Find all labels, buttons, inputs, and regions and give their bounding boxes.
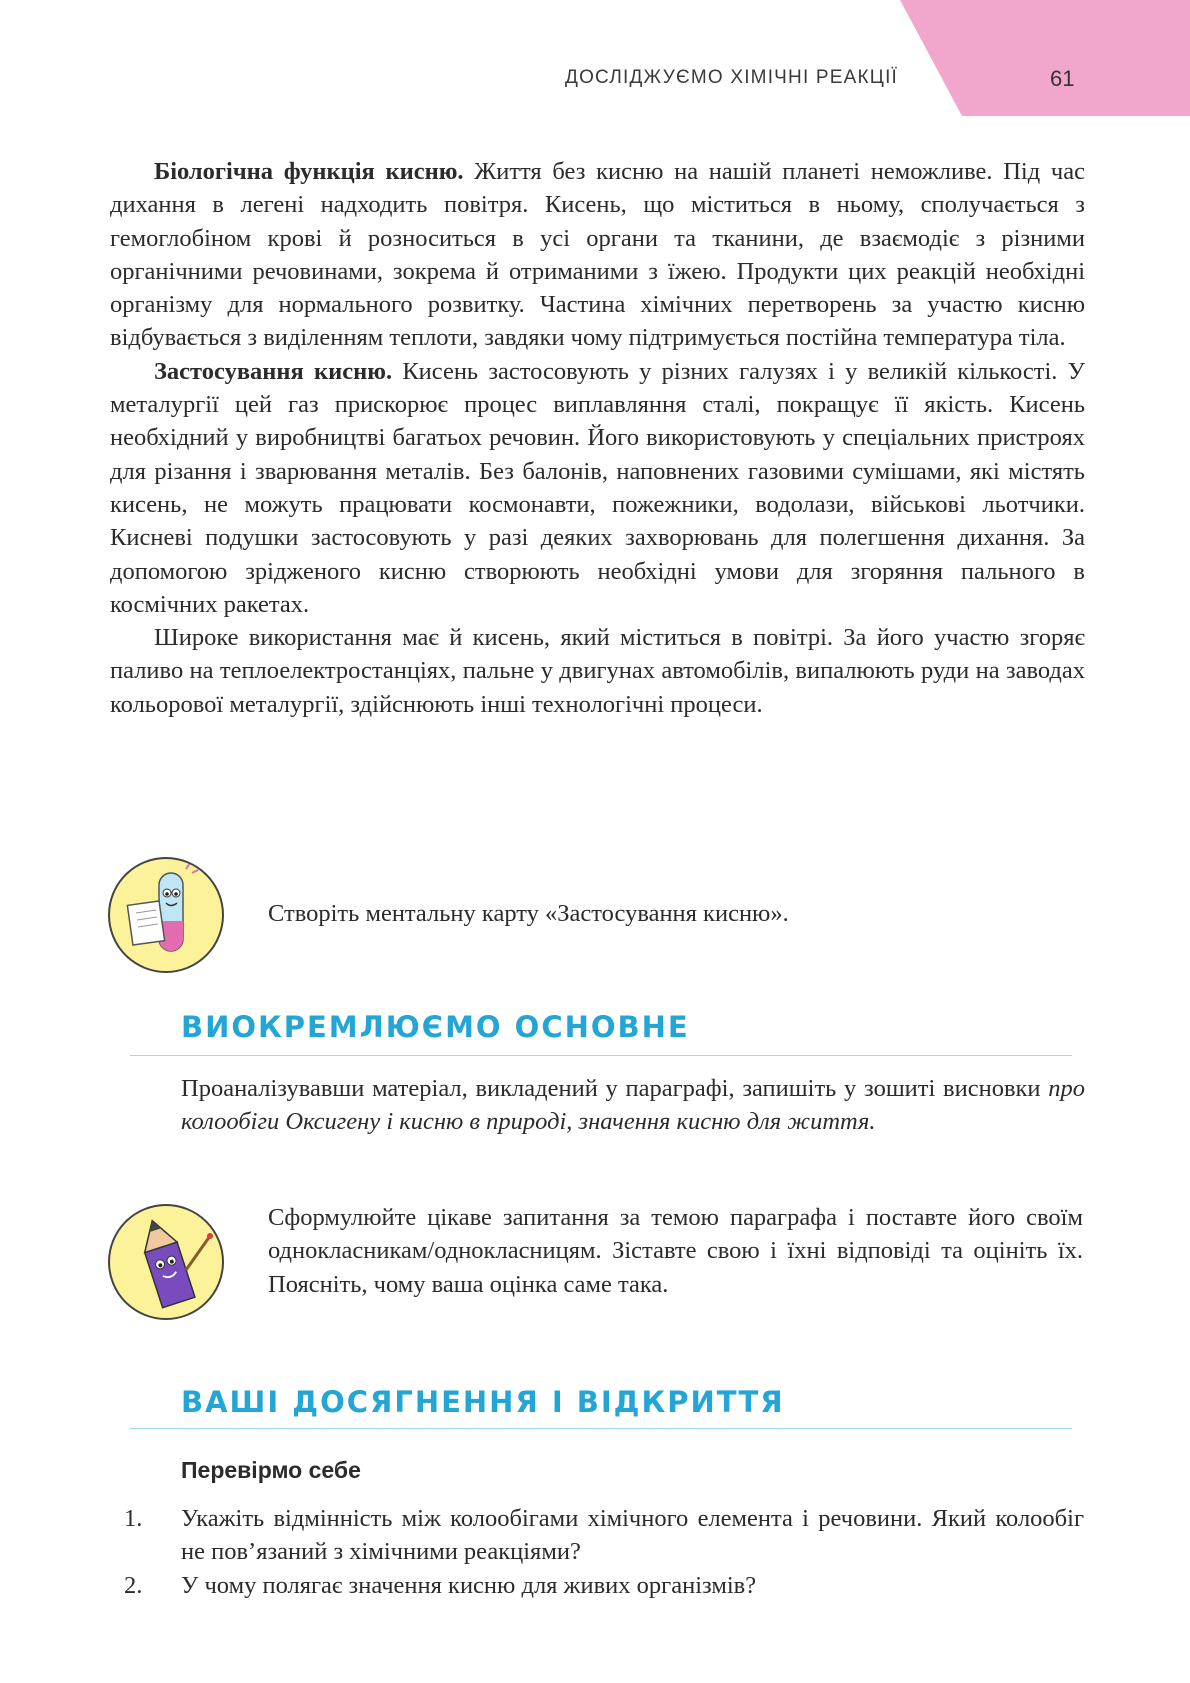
running-head: ДОСЛІДЖУЄМО ХІМІЧНІ РЕАКЦІЇ: [565, 67, 899, 88]
question-text: Укажіть відмінність між колообігами хімічного елемента і речовини. Який колообіг не пов’язаний з хімічними реакціями?: [181, 1505, 1084, 1566]
paragraph-body: Широке використання має й кисень, який міститься в повітрі. За його участю згоряє паливо на теплоелектростанціях, пальне у двигунах автомобілів, випалюють руди на заводах кольорової металургії, здійснюють інші технологічні процеси.: [110, 624, 1085, 718]
summary-plain: Проаналізувавши матеріал, викладений у параграфі, запишіть у зошиті висновки: [181, 1075, 1049, 1102]
pencil-character-icon: [108, 1204, 224, 1320]
summary-text: [181, 1072, 1085, 1139]
paragraph-body: Кисень застосовують у різних галузях і у великій кількості. У металургії цей газ прискорює процес виплавляння сталі, покращує її якість. Кисень необхідний у виробництві багатьох речовин. Його використовують у спеціальних пристроях для різання і зварювання металів. Без балонів, наповнених газовими сумішами, які містять кисень, не можуть працювати космонавти, пожежники, водолази, військові льотчики. Кисневі подушки застосовують у разі деяких захворювань для полегшення дихання. За допомогою зрідженого кисню створюють необхідні умови для згоряння пального в космічних ракетах.: [110, 357, 1086, 618]
question-text: У чому полягає значення кисню для живих організмів?: [181, 1571, 757, 1599]
paragraph-body: Життя без кисню на нашій планеті неможливе. Під час дихання в легені надходить повітря. Кисень, що міститься в ньому, сполучається з гемоглобіном крові й розноситься в усі органи та тканини, де взаємодіє з різними органічними речовинами, зокрема й отриманими з їжею. Продукти цих реакцій необхідні організму для нормального розвитку. Частина хімічних перетворень за участю кисню відбувається з виділенням теплоти, завдяки чому підтримується постійна температура тіла.: [110, 158, 1085, 352]
self-check-heading: Перевірмо себе: [181, 1457, 361, 1483]
task-question: Сформулюйте цікаве запитання за темою параграфа і поставте його своїм однокласникам/однокласницям. Зіставте свою і їхні відповіді та оцініть їх. Поясніть, чому ваша оцінка саме така.: [268, 1204, 1083, 1298]
paragraph-biological-function: [110, 155, 1085, 355]
main-text: [110, 155, 1085, 721]
paragraph-lead: Біологічна функція кисню.: [154, 158, 464, 185]
paragraph-lead: Застосування кисню.: [154, 357, 393, 385]
question-number: 2.: [124, 1571, 143, 1599]
section-title-main-points: ВИОКРЕМЛЮЄМО ОСНОВНЕ: [181, 1010, 690, 1044]
question-list: [124, 1502, 1084, 1602]
list-item: [124, 1569, 1084, 1602]
paragraph-applications: [110, 355, 1085, 621]
paragraph-air-oxygen: [110, 621, 1085, 721]
section-divider: [130, 1428, 1072, 1429]
list-item: [124, 1502, 1084, 1569]
section-title-achievements: ВАШІ ДОСЯГНЕННЯ І ВІДКРИТТЯ: [181, 1385, 785, 1419]
question-number: 1.: [124, 1505, 143, 1532]
test-tube-character-icon: [108, 857, 224, 973]
summary-italic: про колообіги Оксигену і кисню в природі, значення кисню для життя.: [181, 1075, 1085, 1136]
section-divider: [130, 1055, 1072, 1056]
page-number: 61: [1050, 66, 1075, 91]
page-corner-decoration: [900, 0, 1190, 116]
task-mind-map: Створіть ментальну карту «Застосування кисню».: [268, 900, 789, 927]
